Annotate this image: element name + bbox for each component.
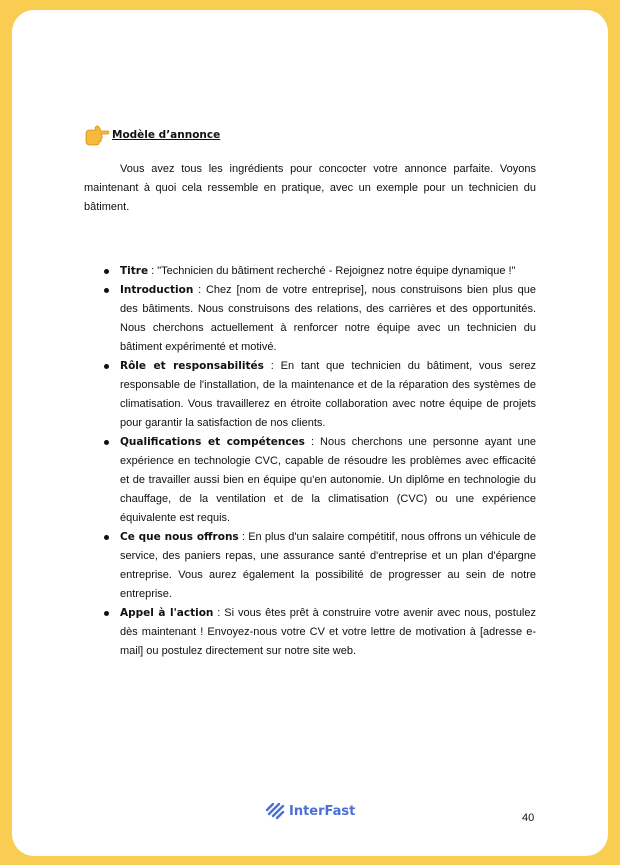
bullet-icon bbox=[104, 288, 109, 293]
brand-name: InterFast bbox=[289, 803, 356, 819]
list-item-heading: Ce que nous offrons bbox=[120, 531, 239, 543]
bullet-icon bbox=[104, 535, 109, 540]
list-item-text: : Si vous êtes prêt à construire votre avenir avec nous, postulez dès maintenant ! Envoyez-nous votre CV et votre lettre de motivation à [adresse e-mail] ou postulez directement sur notre site web. bbox=[120, 607, 536, 657]
interfast-logo bbox=[265, 802, 355, 820]
list-item-heading: Titre bbox=[120, 265, 149, 277]
list-item-title bbox=[84, 262, 536, 281]
list-item-call-to-action bbox=[84, 604, 536, 661]
list-item-text: : En tant que technicien du bâtiment, vous serez responsable de l'installation, de la maintenance et de la réparation des systèmes de climatisation. Vous travaillerez en étroite collaboration avec notre équipe de projets pour garantir la satisfaction de nos clients. bbox=[120, 360, 536, 429]
pointing-hand-icon bbox=[84, 124, 110, 146]
section-heading-label: Modèle d’annonce bbox=[112, 129, 221, 141]
list-item-qualifications bbox=[84, 433, 536, 528]
list-item-heading: Qualifications et compétences bbox=[120, 436, 305, 448]
section-heading bbox=[84, 124, 220, 146]
document-page bbox=[12, 10, 608, 856]
intro-paragraph: Vous avez tous les ingrédients pour concocter votre annonce parfaite. Voyons maintenant à quoi cela ressemble en pratique, avec un exemple pour un technicien du bâtiment. bbox=[84, 163, 536, 213]
list-item-heading: Rôle et responsabilités bbox=[120, 360, 264, 372]
list-item-text: : En plus d'un salaire compétitif, nous offrons un véhicule de service, des paniers repas, une assurance santé d'entreprise et un plan d'épargne entreprise. Vous aurez également la possibilité de progresser au sein de notre entreprise. bbox=[120, 531, 537, 600]
bullet-icon bbox=[104, 269, 109, 274]
job-ad-sections-list bbox=[84, 262, 536, 661]
list-item-heading: Appel à l'action bbox=[120, 607, 214, 619]
list-item-text: : Chez [nom de votre entreprise], nous construisons bien plus que des bâtiments. Nous construisons des relations, des carrières et des opportunités. Nous cherchons actuellement à renforcer notre équipe avec un technicien du bâtiment expérimenté et motivé. bbox=[120, 284, 536, 353]
list-item-role bbox=[84, 357, 536, 433]
list-item-introduction bbox=[84, 281, 536, 357]
bullet-icon bbox=[104, 440, 109, 445]
page-number: 40 bbox=[522, 812, 535, 824]
list-item-text: : "Technicien du bâtiment recherché - Rejoignez notre équipe dynamique !" bbox=[148, 265, 516, 277]
bullet-icon bbox=[104, 364, 109, 369]
interfast-logo-icon bbox=[265, 802, 285, 820]
bullet-icon bbox=[104, 611, 109, 616]
list-item-heading: Introduction bbox=[120, 284, 194, 296]
list-item-text: : Nous cherchons une personne ayant une expérience en technologie CVC, capable de résoudre les problèmes avec efficacité et de travailler aussi bien en équipe qu'en autonomie. Un diplôme en technologie du chauffage, de la ventilation et de la climatisation (CVC) ou une expérience équivalente est requis. bbox=[120, 436, 536, 524]
list-item-offer bbox=[84, 528, 536, 604]
